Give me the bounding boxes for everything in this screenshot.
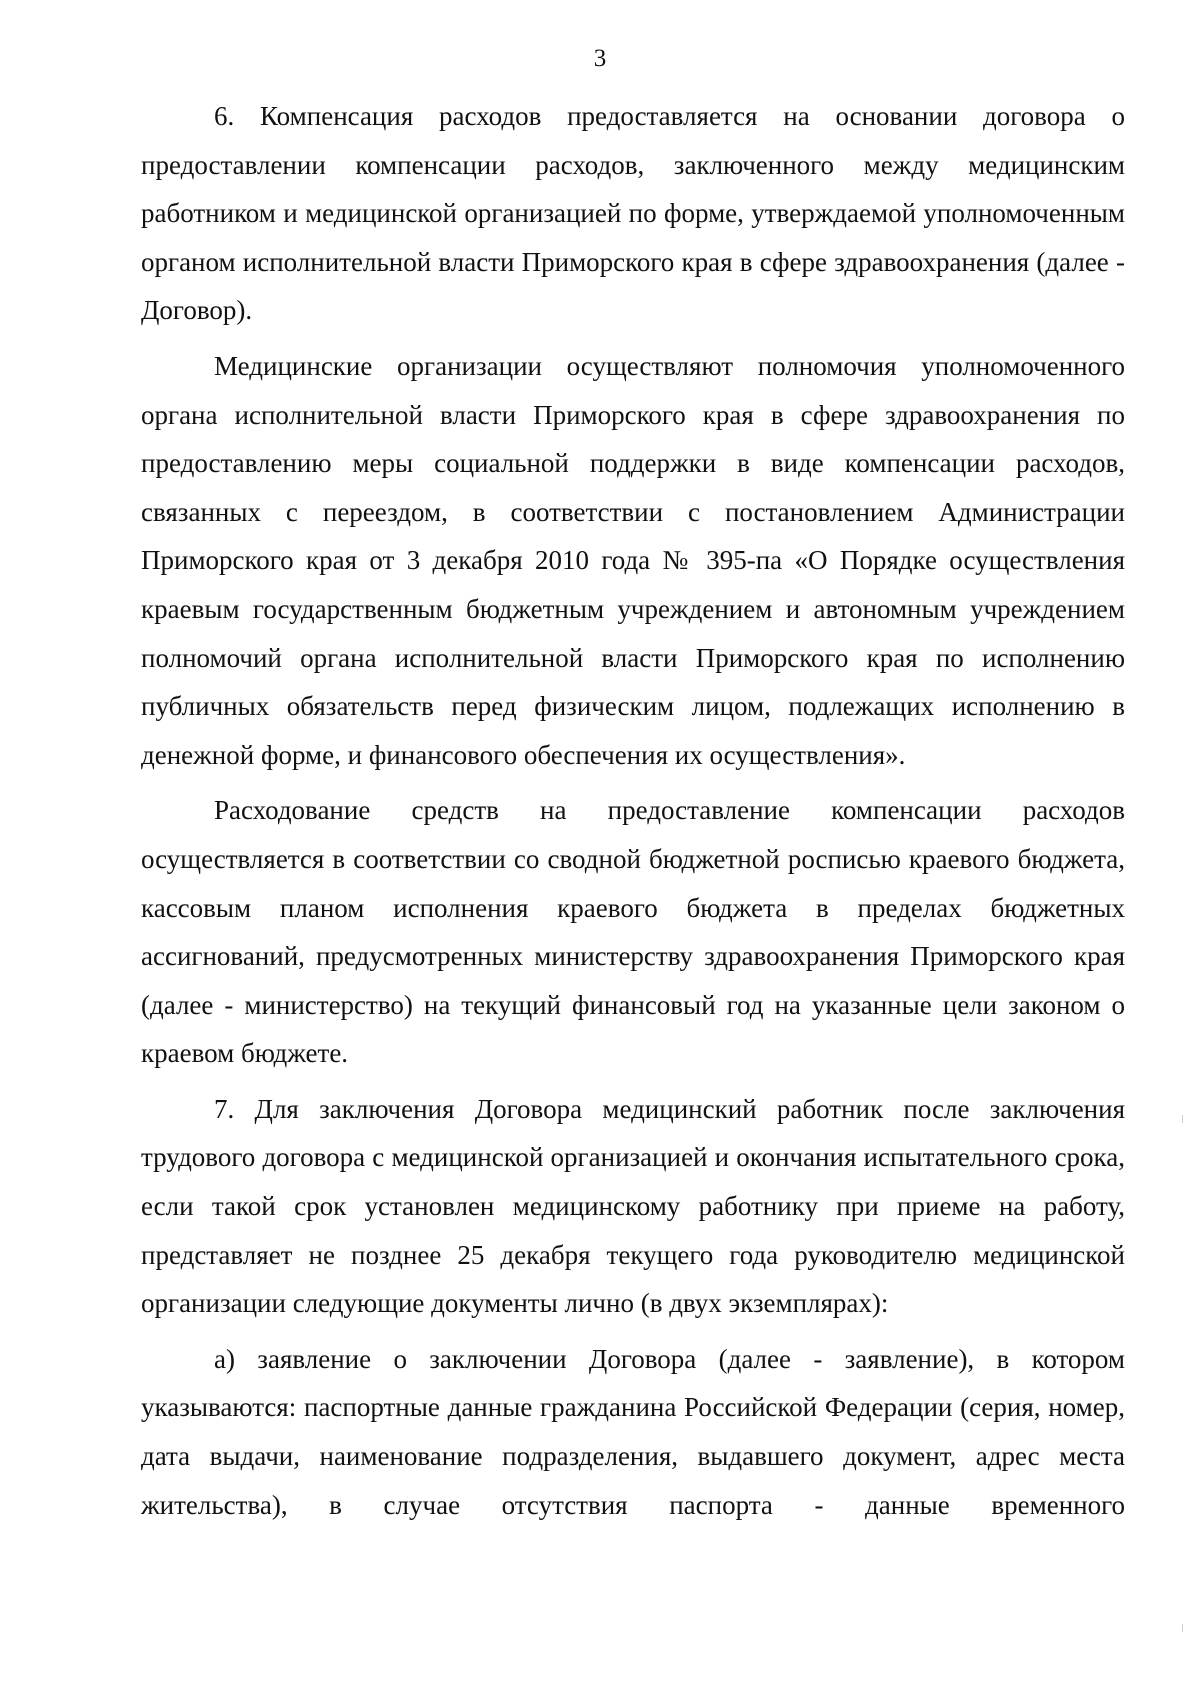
page-number: 3	[593, 45, 607, 72]
scan-artifact-mark	[1182, 1624, 1183, 1632]
document-body	[141, 92, 1125, 1529]
scan-artifact-mark	[1182, 1115, 1183, 1123]
paragraph-subitem-a: а) заявление о заключении Договора (далее - заявление), в котором указываются: паспортные данные гражданина Российской Федерации (серия, номер, дата выдачи, наименование подразделения, выдавшего документ, адрес места жительства), в случае отсутствия паспорта - данные временного	[141, 1343, 1125, 1520]
paragraph-item-6: 6. Компенсация расходов предоставляется на основании договора о предоставлении компенсации расходов, заключенного между медицинским работником и медицинской организацией по форме, утверждаемой уполномоченным органом исполнительной власти Приморского края в сфере здравоохранения (далее - Договор).	[141, 101, 1125, 326]
paragraph-expenditure: Расходование средств на предоставление компенсации расходов осуществляется в соответствии со сводной бюджетной росписью краевого бюджета, кассовым планом исполнения краевого бюджета в пределах бюджетных ассигнований, предусмотренных министерству здравоохранения Приморского края (далее - министерство) на текущий финансовый год на указанные цели законом о краевом бюджете.	[141, 795, 1125, 1069]
paragraph-item-7: 7. Для заключения Договора медицинский работник после заключения трудового договора с медицинской организацией и окончания испытательного срока, если такой срок установлен медицинскому работнику при приеме на работу, представляет не позднее 25 декабря текущего года руководителю медицинской организации следующие документы лично (в двух экземплярах):	[141, 1093, 1125, 1319]
paragraph-medical-organizations: Медицинские организации осуществляют полномочия уполномоченного органа исполнительной власти Приморского края в сфере здравоохранения по предоставлению меры социальной поддержки в виде компенсации расходов, связанных с переездом, в соответствии с постановлением Администрации Приморского края от 3 декабря 2010 года № 395-па «О Порядке осуществления краевым государственным бюджетным учреждением и автономным учреждением полномочий органа исполнительной власти Приморского края по исполнению публичных обязательств перед физическим лицом, подлежащих исполнению в денежной форме, и финансового обеспечения их осуществления».	[141, 350, 1125, 770]
